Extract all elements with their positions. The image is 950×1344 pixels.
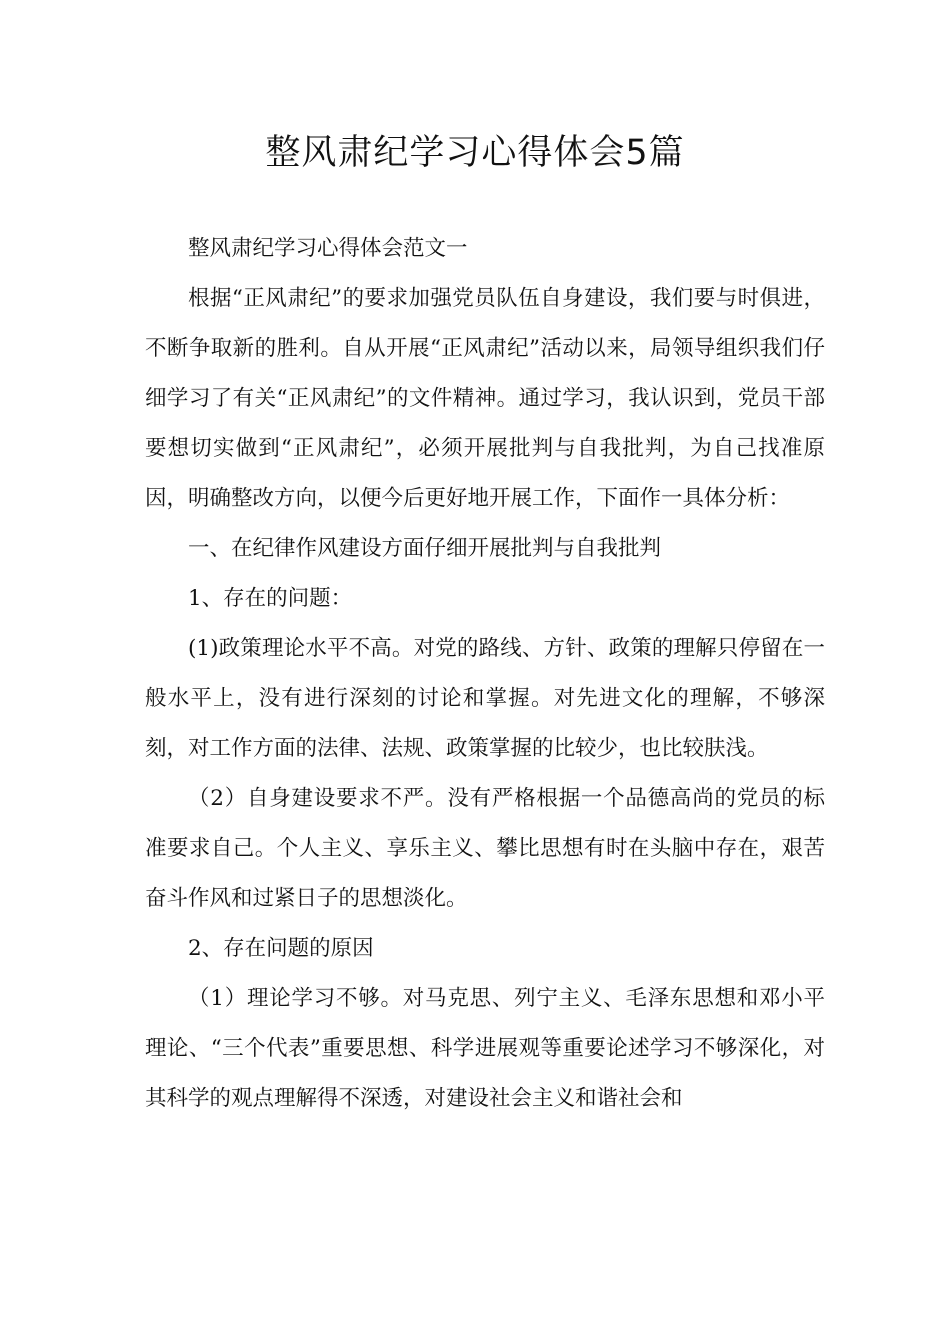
paragraph: （1）理论学习不够。对马克思、列宁主义、毛泽东思想和邓小平理论、“三个代表”重要思想、科学进展观等重要论述学习不够深化，对其科学的观点理解得不深透，对建设社会主义和谐社会和 bbox=[145, 986, 825, 1111]
paragraph: (1)政策理论水平不高。对党的路线、方针、政策的理解只停留在一般水平上，没有进行深刻的讨论和掌握。对先进文化的理解，不够深刻，对工作方面的法律、法规、政策掌握的比较少，也比较肤浅。 bbox=[145, 636, 825, 761]
section-heading: 整风肃纪学习心得体会范文一 bbox=[188, 236, 468, 261]
paragraph: （2）自身建设要求不严。没有严格根据一个品德高尚的党员的标准要求自己。个人主义、享乐主义、攀比思想有时在头脑中存在，艰苦奋斗作风和过紧日子的思想淡化。 bbox=[145, 786, 825, 911]
document-title: 整风肃纪学习心得体会5篇 bbox=[265, 133, 685, 173]
document-body bbox=[145, 224, 825, 1124]
subsection-heading: 2、存在问题的原因 bbox=[188, 936, 374, 961]
subsection-heading: 1、存在的问题： bbox=[188, 586, 353, 611]
paragraph: 根据“正风肃纪”的要求加强党员队伍自身建设，我们要与时俱进，不断争取新的胜利。自从开展“正风肃纪”活动以来，局领导组织我们仔细学习了有关“正风肃纪”的文件精神。通过学习，我认识到，党员干部要想切实做到“正风肃纪”，必须开展批判与自我批判，为自己找准原因，明确整改方向，以便今后更好地开展工作，下面作一具体分析： bbox=[145, 286, 825, 511]
section-heading: 一、在纪律作风建设方面仔细开展批判与自我批判 bbox=[188, 536, 662, 561]
